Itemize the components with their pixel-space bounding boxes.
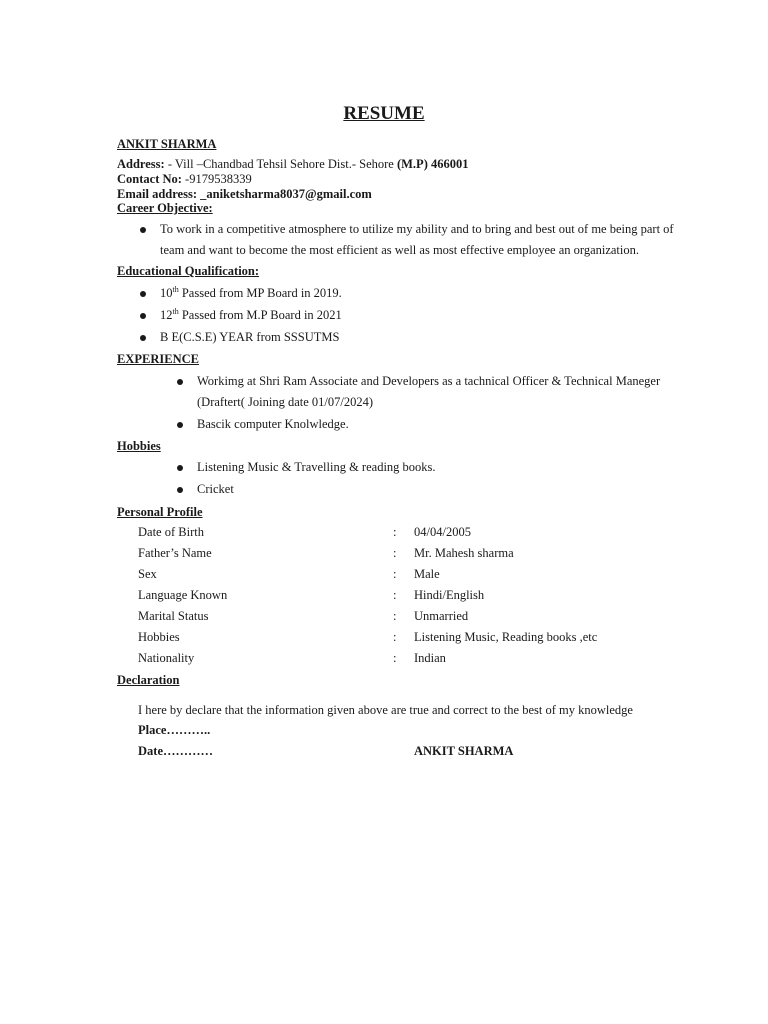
education-heading: Educational Qualification: [117,264,260,278]
profile-value-father: Mr. Mahesh sharma [414,546,514,560]
profile-value-language: Hindi/English [414,588,485,602]
education-item-2-text: Passed from M.P Board in 2021 [178,308,342,322]
career-objective-line-1: To work in a competitive atmosphere to utilize my ability and to bring and best out of me being part of [160,222,674,236]
education-item-1-num: 10 [160,286,173,300]
bullet-icon [140,291,146,297]
profile-label-language: Language Known [138,588,228,602]
profile-separator: : [393,525,397,539]
profile-label-hobbies: Hobbies [138,630,180,644]
hobbies-item-1: Listening Music & Travelling & reading books. [197,460,436,474]
declaration-date: Date………… [138,744,213,758]
contact-value: -9179538339 [181,172,252,186]
personal-profile-heading: Personal Profile [117,505,203,519]
profile-value-sex: Male [414,567,440,581]
address-line [117,157,468,172]
experience-item-1-line-1: Workimg at Shri Ram Associate and Developers as a tachnical Officer & Technical Maneger [197,374,661,388]
profile-separator: : [393,609,397,623]
email-line [117,187,372,202]
declaration-text: I here by declare that the information given above are true and correct to the best of my knowledge [138,703,633,717]
profile-label-marital: Marital Status [138,609,209,623]
profile-label-father: Father’s Name [138,546,212,560]
declaration-heading: Declaration [117,673,180,687]
profile-label-dob: Date of Birth [138,525,204,539]
education-item-3: B E(C.S.E) YEAR from SSSUTMS [160,330,340,344]
experience-heading: EXPERIENCE [117,352,199,366]
contact-line [117,172,252,187]
profile-value-hobbies: Listening Music, Reading books ,etc [414,630,598,644]
bullet-icon [177,465,183,471]
resume-title: RESUME [343,103,425,124]
email-value: _aniketsharma8037@gmail.com [200,187,372,201]
bullet-icon [140,227,146,233]
education-item-1-sup: th [172,285,179,294]
bullet-icon [140,313,146,319]
profile-separator: : [393,630,397,644]
profile-value-nationality: Indian [414,651,446,665]
address-pin: (M.P) 466001 [396,157,469,171]
profile-separator: : [393,651,397,665]
profile-label-nationality: Nationality [138,651,195,665]
profile-separator: : [393,588,397,602]
experience-item-1-line-2: (Draftert( Joining date 01/07/2024) [197,395,373,409]
bullet-icon [177,422,183,428]
profile-separator: : [393,567,397,581]
email-label: Email address: [117,187,201,201]
education-item-2-sup: th [172,307,179,316]
profile-separator: : [393,546,397,560]
education-item-1 [160,286,342,301]
address-value: - Vill –Chandbad Tehsil Sehore Dist.- Sehore [164,157,397,171]
profile-value-dob: 04/04/2005 [414,525,471,539]
bullet-icon [140,335,146,341]
profile-label-sex: Sex [138,567,157,581]
candidate-name: ANKIT SHARMA [117,137,217,151]
career-objective-heading: Career Objective: [117,201,213,215]
career-objective-line-2: team and want to become the most efficient as well as most effective employee an organization. [160,243,640,257]
education-item-1-text: Passed from MP Board in 2019. [178,286,342,300]
hobbies-heading: Hobbies [117,439,161,453]
contact-label: Contact No: [117,172,182,186]
declaration-signature: ANKIT SHARMA [414,744,514,758]
bullet-icon [177,487,183,493]
education-item-2-num: 12 [160,308,173,322]
education-item-2 [160,308,342,323]
declaration-place: Place……….. [138,723,211,737]
profile-value-marital: Unmarried [414,609,469,623]
experience-item-2: Bascik computer Knolwledge. [197,417,349,431]
bullet-icon [177,379,183,385]
address-label: Address: [117,157,165,171]
hobbies-item-2: Cricket [197,482,234,496]
